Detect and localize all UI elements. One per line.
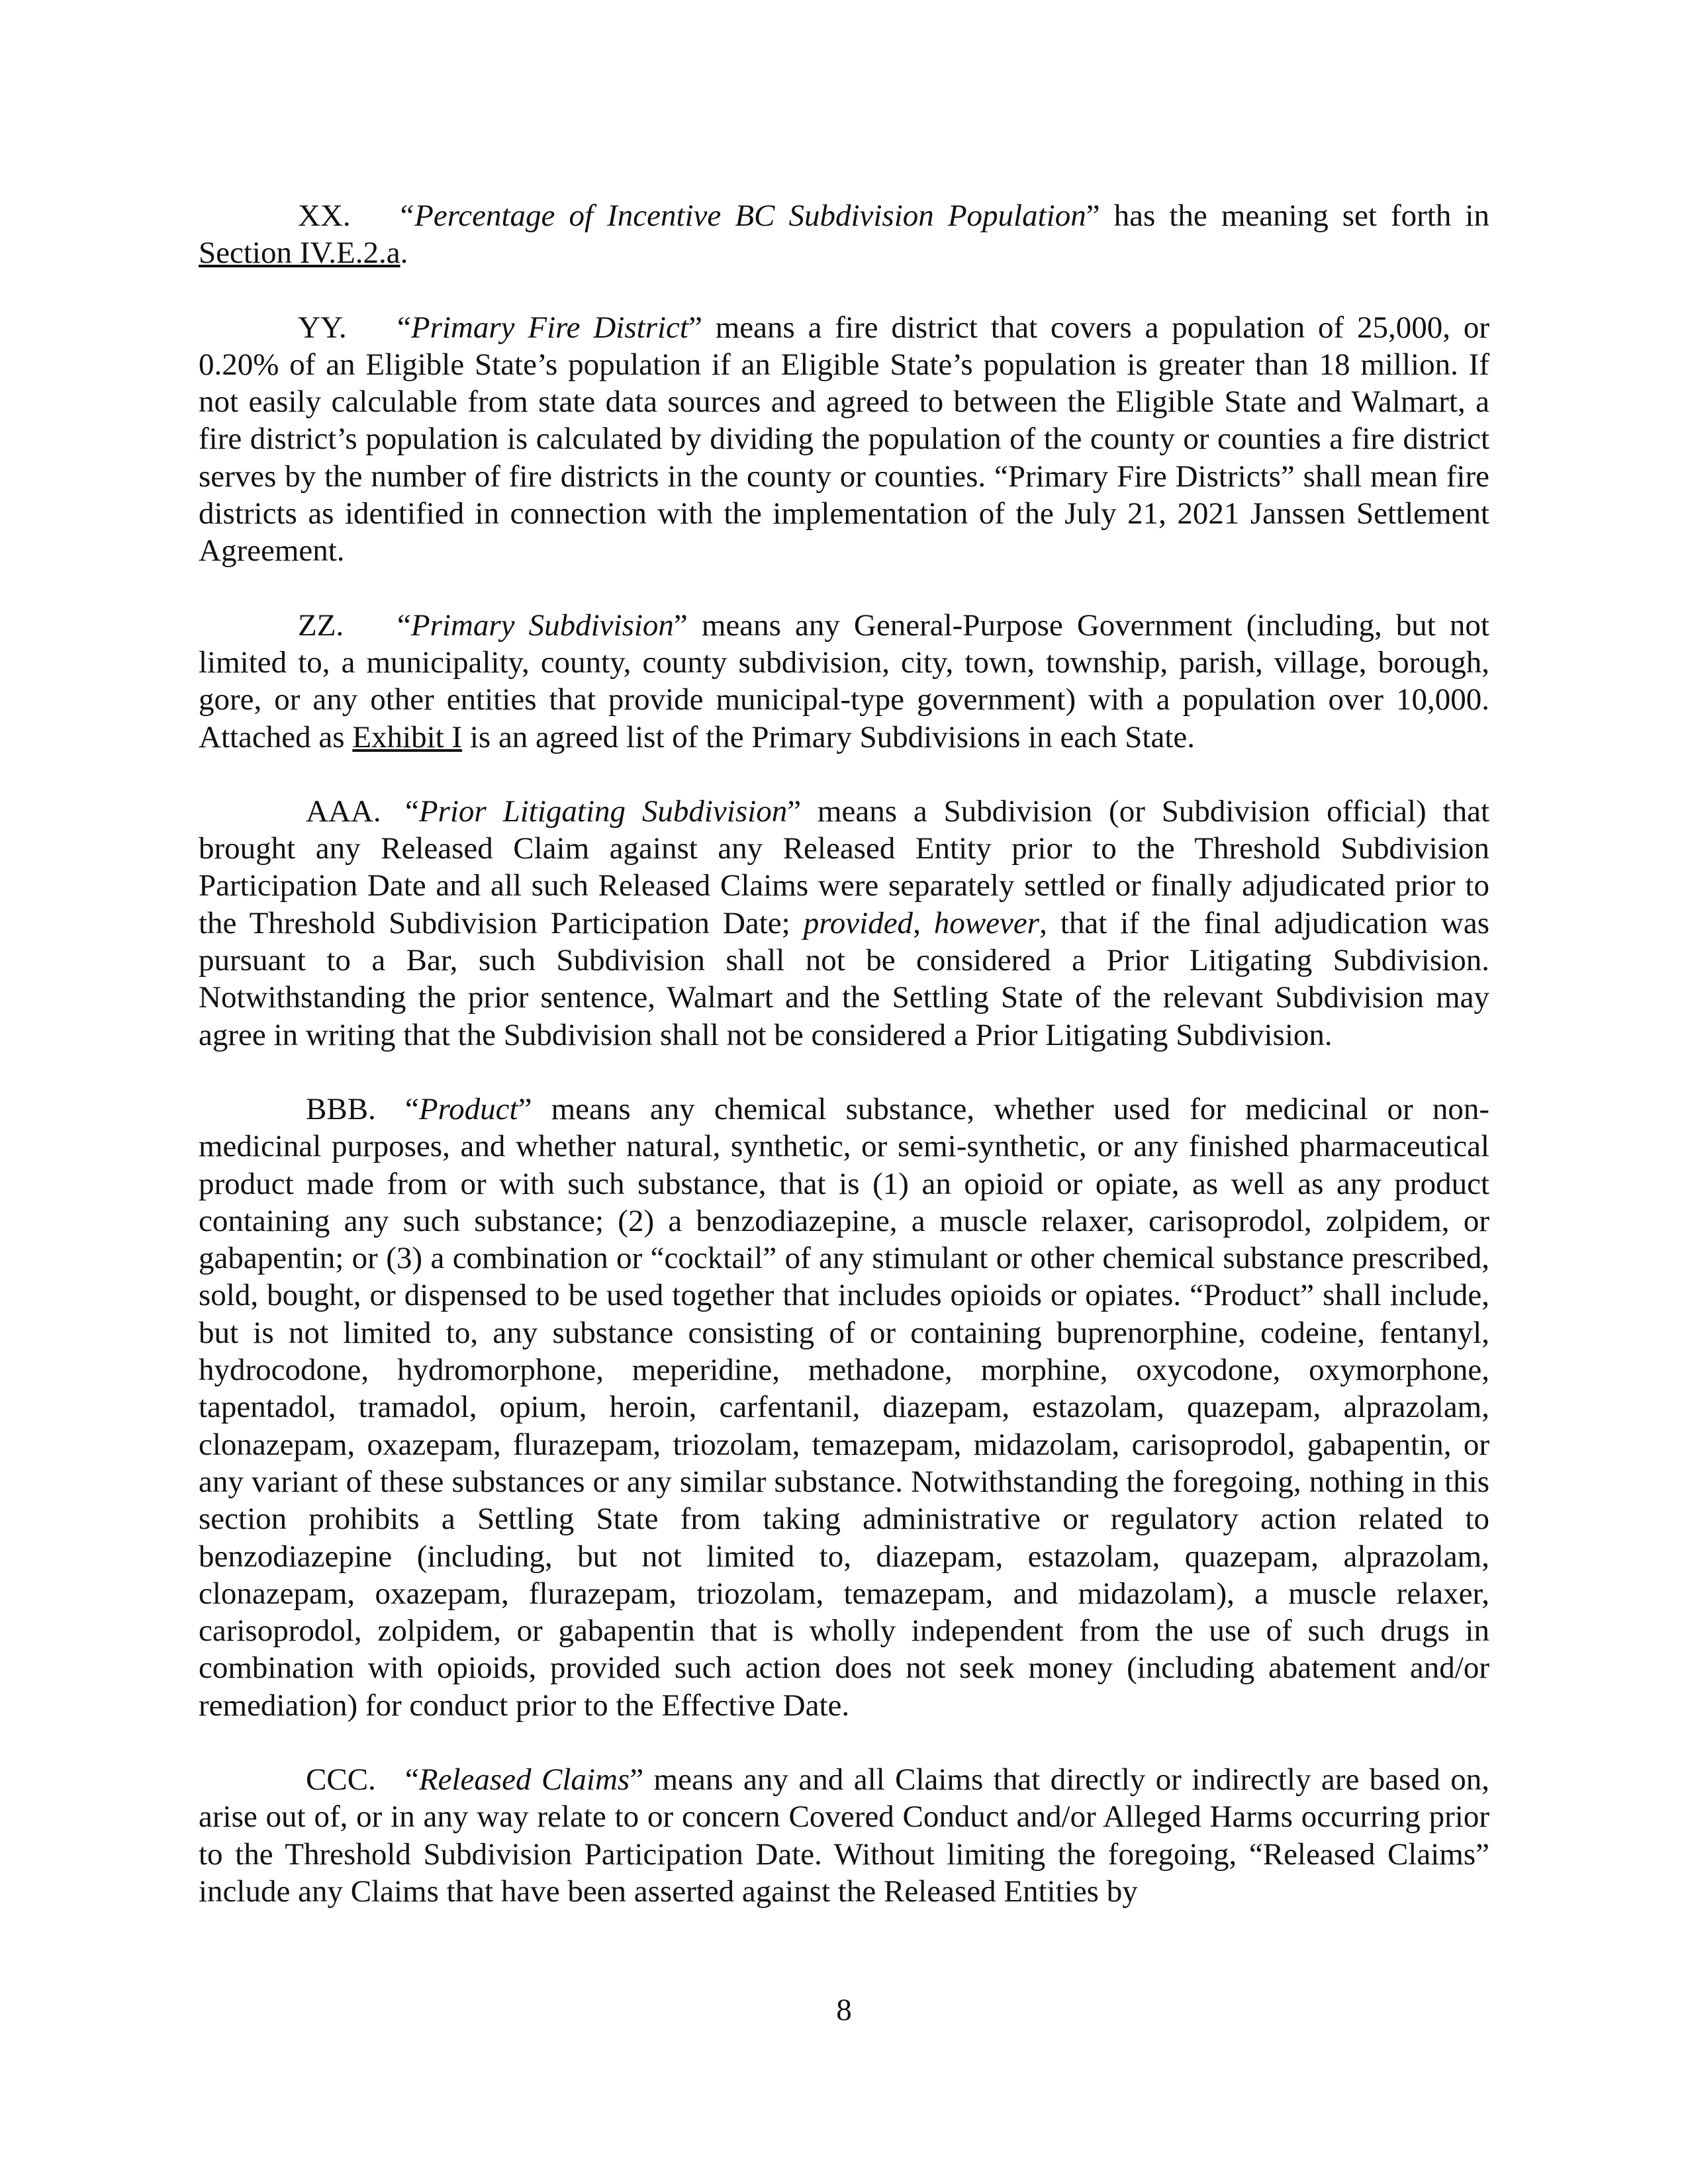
definition-ccc	[199, 1761, 1489, 1910]
definition-zz	[199, 607, 1489, 756]
definition-text: means a fire district that covers a population of 25,000, or 0.20% of an Eligible State’s population if an Eligible State’s population is greater than 18 million. If not easily calculable from state data sources and agreed to between the Eligible State and Walmart, a fire district’s population is calculated by dividing the population of the county or counties a fire district serves by the number of fire districts in the county or counties. “Primary Fire Districts” shall mean fire districts as identified in connection with the implementation of the July 21, 2021 Janssen Settlement Agreement.	[199, 310, 1489, 569]
quote-close: ”	[1086, 199, 1100, 233]
section-label: XX.	[298, 199, 351, 233]
definition-text-end: , that if the final adjudication was pursuant to a Bar, such Subdivision shall not be considered a Prior Litigating Subdivision. Notwithstanding the prior sentence, Walmart and the Settling State of the relevant Subdivision may agree in writing that the Subdivision shall not be considered a Prior Litigating Subdivision.	[199, 905, 1490, 1052]
definition-text: ,	[913, 905, 934, 940]
section-reference-link: Section IV.E.2.a	[199, 236, 400, 271]
section-label: ZZ.	[298, 608, 344, 643]
section-label: AAA.	[306, 794, 381, 829]
quote-close: ”	[518, 1091, 532, 1126]
definition-text: means a Subdivision (or Subdivision official) that brought any Released Claim against any Released Entity prior to the Threshold Subdivision Participation Date and all such Released Claims were separately settled or finally adjudicated prior to the Threshold Subdivision Participation Date;	[199, 794, 1490, 940]
section-label: YY.	[298, 310, 347, 345]
definition-text-end: is an agreed list of the Primary Subdivisions in each State.	[462, 719, 1196, 754]
quote-close: ”	[787, 794, 802, 829]
quote-open: “	[397, 608, 411, 643]
defined-term: Primary Fire District	[410, 310, 688, 345]
definition-text: has the meaning set forth in	[1100, 199, 1489, 233]
defined-term: Primary Subdivision	[410, 608, 674, 643]
quote-open: “	[397, 310, 411, 345]
defined-term: Percentage of Incentive BC Subdivision Population	[414, 199, 1086, 233]
defined-term: Released Claims	[418, 1762, 630, 1797]
defined-term: Product	[418, 1091, 518, 1126]
definition-text-end: .	[400, 236, 408, 271]
definition-yy	[199, 309, 1489, 570]
definition-xx	[199, 197, 1489, 272]
quote-close: ”	[688, 310, 702, 345]
quote-open: “	[405, 1091, 419, 1126]
section-label: BBB.	[306, 1091, 376, 1126]
emphasis-however: however	[933, 905, 1040, 940]
emphasis-provided: provided	[803, 905, 914, 940]
definition-text: means any chemical substance, whether used for medicinal or non-medicinal purposes, and whether natural, synthetic, or semi-synthetic, or any finished pharmaceutical product made from or with such substance, that is (1) an opioid or opiate, as well as any product containing any such substance; (2) a benzodiazepine, a muscle relaxer, carisoprodol, zolpidem, or gabapentin; or (3) a combination or “cocktail” of any stimulant or other chemical substance prescribed, sold, bought, or dispensed to be used together that includes opioids or opiates. “Product” shall include, but is not limited to, any substance consisting of or containing buprenorphine, codeine, fentanyl, hydrocodone, hydromorphone, meperidine, methadone, morphine, oxycodone, oxymorphone, tapentadol, tramadol, opium, heroin, carfentanil, diazepam, estazolam, quazepam, alprazolam, clonazepam, oxazepam, flurazepam, triozolam, temazepam, midazolam, carisoprodol, gabapentin, or any variant of these substances or any similar substance. Notwithstanding the foregoing, nothing in this section prohibits a Settling State from taking administrative or regulatory action related to benzodiazepine (including, but not limited to, diazepam, estazolam, quazepam, alprazolam, clonazepam, oxazepam, flurazepam, triozolam, temazepam, and midazolam), a muscle relaxer, carisoprodol, zolpidem, or gabapentin that is wholly independent from the use of such drugs in combination with opioids, provided such action does not seek money (including abatement and/or remediation) for conduct prior to the Effective Date.	[199, 1091, 1489, 1723]
definition-text: means any and all Claims that directly or indirectly are based on, arise out of, or in any way relate to or concern Covered Conduct and/or Alleged Harms occurring prior to the Threshold Subdivision Participation Date. Without limiting the foregoing, “Released Claims” include any Claims that have been asserted against the Released Entities by	[199, 1762, 1489, 1909]
quote-close: ”	[673, 608, 688, 643]
definition-bbb	[199, 1091, 1489, 1724]
page-number: 8	[836, 1993, 852, 2027]
defined-term: Prior Litigating Subdivision	[418, 794, 788, 829]
quote-open: “	[405, 1762, 419, 1797]
exhibit-reference-link: Exhibit I	[352, 719, 463, 754]
section-label: CCC.	[306, 1762, 376, 1797]
quote-open: “	[405, 794, 419, 829]
quote-close: ”	[630, 1762, 644, 1797]
document-page	[199, 197, 1489, 1947]
quote-open: “	[397, 199, 415, 233]
definition-text: means any General-Purpose Government (including, but not limited to, a municipality, county, county subdivision, city, town, township, parish, village, borough, gore, or any other entities that provide municipal-type government) with a population over 10,000. Attached as	[199, 608, 1489, 754]
definition-aaa	[199, 793, 1489, 1054]
